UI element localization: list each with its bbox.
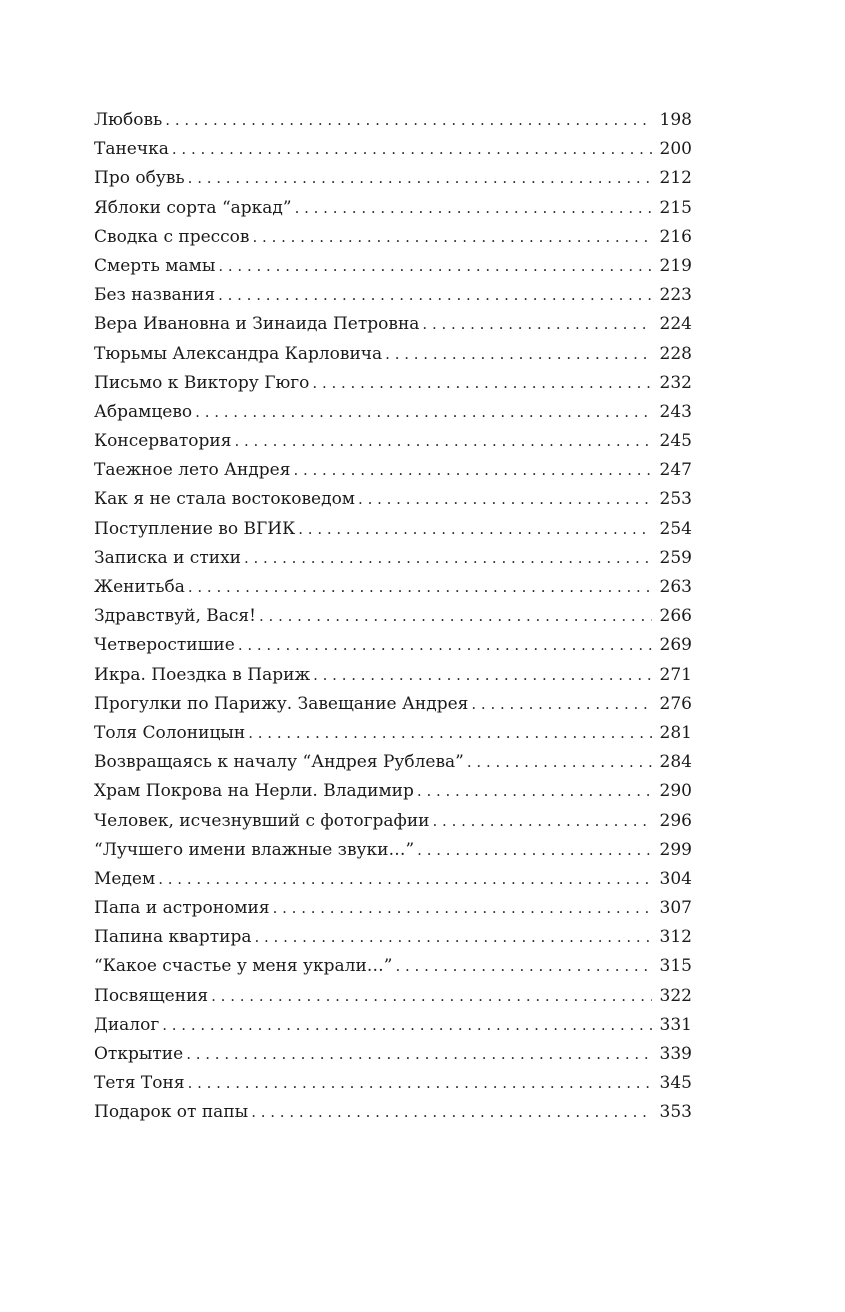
dot-leader <box>195 398 652 427</box>
toc-entry <box>94 748 692 777</box>
toc-entry <box>94 661 692 690</box>
toc-entry-page: 331 <box>659 1014 692 1035</box>
toc-entry <box>94 1098 692 1127</box>
toc-entry-title: Как я не стала востоковедом <box>94 489 356 510</box>
toc-entry-title: Подарок от папы <box>94 1102 249 1123</box>
toc-entry-title: Четверостишие <box>94 635 235 656</box>
dot-leader <box>298 515 652 544</box>
toc-entry-title: Женитьба <box>94 577 185 597</box>
toc-entry-page: 215 <box>659 197 692 218</box>
toc-entry-page: 247 <box>659 460 692 481</box>
toc-entry-page: 228 <box>659 343 692 364</box>
toc-entry-page: 212 <box>659 168 692 189</box>
toc-entry-title: Записка и стихи <box>94 547 241 568</box>
toc-entry-title: “Какое счастье у меня украли…” <box>94 956 393 977</box>
toc-entry <box>94 777 692 806</box>
toc-entry-page: 243 <box>659 401 692 422</box>
toc-entry-title: Храм Покрова на Нерли. Владимир <box>94 781 414 802</box>
toc-entry-title: Танечка <box>94 139 169 160</box>
toc-entry <box>94 544 692 573</box>
toc-entry-title: Диалог <box>94 1014 160 1035</box>
toc-entry <box>94 923 692 952</box>
toc-entry-page: 224 <box>659 314 692 335</box>
toc-entry-page: 245 <box>659 431 692 452</box>
toc-entry-title: Сводка с прессов <box>94 226 250 247</box>
toc-entry-title: Тюрьмы Александра Карловича <box>94 343 383 364</box>
toc-entry-page: 296 <box>659 810 692 831</box>
toc-entry-page: 216 <box>659 226 692 247</box>
toc-entry <box>94 456 692 485</box>
toc-entry-page: 200 <box>659 139 692 160</box>
toc-entry <box>94 398 692 427</box>
toc-entry-title: Любовь <box>94 110 163 130</box>
toc-entry-page: 232 <box>659 372 692 393</box>
toc-entry <box>94 1040 692 1069</box>
toc-entry-title: Абрамцево <box>94 401 193 422</box>
toc-entry-page: 276 <box>659 693 692 714</box>
toc-entry-page: 259 <box>659 547 692 568</box>
dot-leader <box>433 807 653 836</box>
dot-leader <box>165 106 652 135</box>
toc-entry-title: Прогулки по Парижу. Завещание Андрея <box>94 693 469 714</box>
toc-entry-page: 271 <box>659 664 692 685</box>
toc-entry <box>94 573 692 602</box>
dot-leader <box>313 661 652 690</box>
toc-entry <box>94 982 692 1011</box>
toc-entry-title: Человек, исчезнувший с фотографии <box>94 810 430 831</box>
toc-entry-title: Письмо к Виктору Гюго <box>94 372 310 393</box>
toc-entry <box>94 340 692 369</box>
toc-entry-page: 345 <box>659 1073 692 1094</box>
dot-leader <box>188 573 652 602</box>
toc-entry <box>94 807 692 836</box>
toc-entry-title: Папина квартира <box>94 927 252 948</box>
toc-entry-title: Вера Ивановна и Зинаида Петровна <box>94 314 420 335</box>
toc-entry-page: 269 <box>659 635 692 656</box>
toc-entry-title: Папа и астрономия <box>94 898 270 919</box>
toc-entry-page: 254 <box>659 518 692 539</box>
toc-entry-page: 290 <box>659 781 692 802</box>
toc-entry-title: Консерватория <box>94 431 232 452</box>
toc-entry-title: Здравствуй, Вася! <box>94 606 256 627</box>
dot-leader <box>417 836 652 865</box>
dot-leader <box>254 923 652 952</box>
toc-entry-page: 312 <box>659 927 692 948</box>
dot-leader <box>312 369 652 398</box>
toc-entry-title: Поступление во ВГИК <box>94 518 296 539</box>
toc-entry-page: 353 <box>659 1102 692 1123</box>
toc-entry <box>94 135 692 164</box>
dot-leader <box>218 252 652 281</box>
toc-entry-page: 219 <box>659 255 692 276</box>
toc-entry <box>94 631 692 660</box>
toc-entry-page: 315 <box>659 956 692 977</box>
dot-leader <box>248 719 652 748</box>
dot-leader <box>244 544 652 573</box>
toc-entry-title: Тетя Тоня <box>94 1073 185 1094</box>
toc-entry-title: “Лучшего имени влажные звуки…” <box>94 839 415 860</box>
toc-entry-page: 198 <box>659 110 692 130</box>
toc-entry <box>94 281 692 310</box>
dot-leader <box>259 602 652 631</box>
toc-entry-page: 266 <box>659 606 692 627</box>
toc-entry-title: Яблоки сорта “аркад” <box>94 197 292 218</box>
toc-entry <box>94 106 692 135</box>
toc-entry <box>94 690 692 719</box>
toc-entry-page: 304 <box>659 868 692 889</box>
toc-entry <box>94 427 692 456</box>
dot-leader <box>211 982 652 1011</box>
dot-leader <box>467 748 652 777</box>
dot-leader <box>188 1069 652 1098</box>
dot-leader <box>273 894 652 923</box>
toc-entry <box>94 252 692 281</box>
toc-entry <box>94 1011 692 1040</box>
dot-leader <box>188 164 652 193</box>
toc-entry <box>94 865 692 894</box>
table-of-contents <box>94 106 692 1128</box>
dot-leader <box>251 1098 652 1127</box>
toc-entry <box>94 515 692 544</box>
toc-entry-title: Таежное лето Андрея <box>94 460 291 481</box>
dot-leader <box>234 427 652 456</box>
dot-leader <box>158 865 652 894</box>
dot-leader <box>293 456 652 485</box>
toc-entry <box>94 369 692 398</box>
dot-leader <box>162 1011 652 1040</box>
toc-entry-title: Медем <box>94 868 156 889</box>
dot-leader <box>218 281 652 310</box>
toc-entry-page: 253 <box>659 489 692 510</box>
dot-leader <box>172 135 652 164</box>
dot-leader <box>422 310 652 339</box>
toc-entry-page: 281 <box>659 722 692 743</box>
toc-entry <box>94 836 692 865</box>
toc-entry <box>94 310 692 339</box>
toc-entry-page: 322 <box>659 985 692 1006</box>
toc-entry-title: Без названия <box>94 285 216 306</box>
dot-leader <box>417 777 652 806</box>
toc-entry-title: Про обувь <box>94 168 185 189</box>
toc-entry <box>94 485 692 514</box>
toc-entry <box>94 1069 692 1098</box>
toc-entry-title: Посвящения <box>94 985 209 1006</box>
dot-leader <box>238 631 652 660</box>
toc-entry-page: 223 <box>659 285 692 306</box>
dot-leader <box>358 485 652 514</box>
toc-entry-page: 284 <box>659 752 692 773</box>
toc-entry-title: Смерть мамы <box>94 255 216 276</box>
toc-entry <box>94 952 692 981</box>
toc-entry <box>94 602 692 631</box>
toc-entry-page: 339 <box>659 1044 692 1064</box>
toc-entry-title: Икра. Поездка в Париж <box>94 664 311 685</box>
toc-entry-page: 307 <box>659 898 692 919</box>
toc-entry-title: Толя Солоницын <box>94 722 246 743</box>
dot-leader <box>253 223 653 252</box>
dot-leader <box>295 194 652 223</box>
toc-entry <box>94 194 692 223</box>
dot-leader <box>186 1040 652 1069</box>
toc-entry-title: Возвращаясь к началу “Андрея Рублева” <box>94 752 464 773</box>
toc-entry <box>94 719 692 748</box>
toc-entry <box>94 223 692 252</box>
dot-leader <box>385 340 652 369</box>
toc-entry-page: 263 <box>659 577 692 597</box>
dot-leader <box>395 952 652 981</box>
toc-entry <box>94 164 692 193</box>
dot-leader <box>471 690 652 719</box>
toc-entry <box>94 894 692 923</box>
toc-entry-page: 299 <box>659 839 692 860</box>
toc-entry-title: Открытие <box>94 1044 184 1064</box>
